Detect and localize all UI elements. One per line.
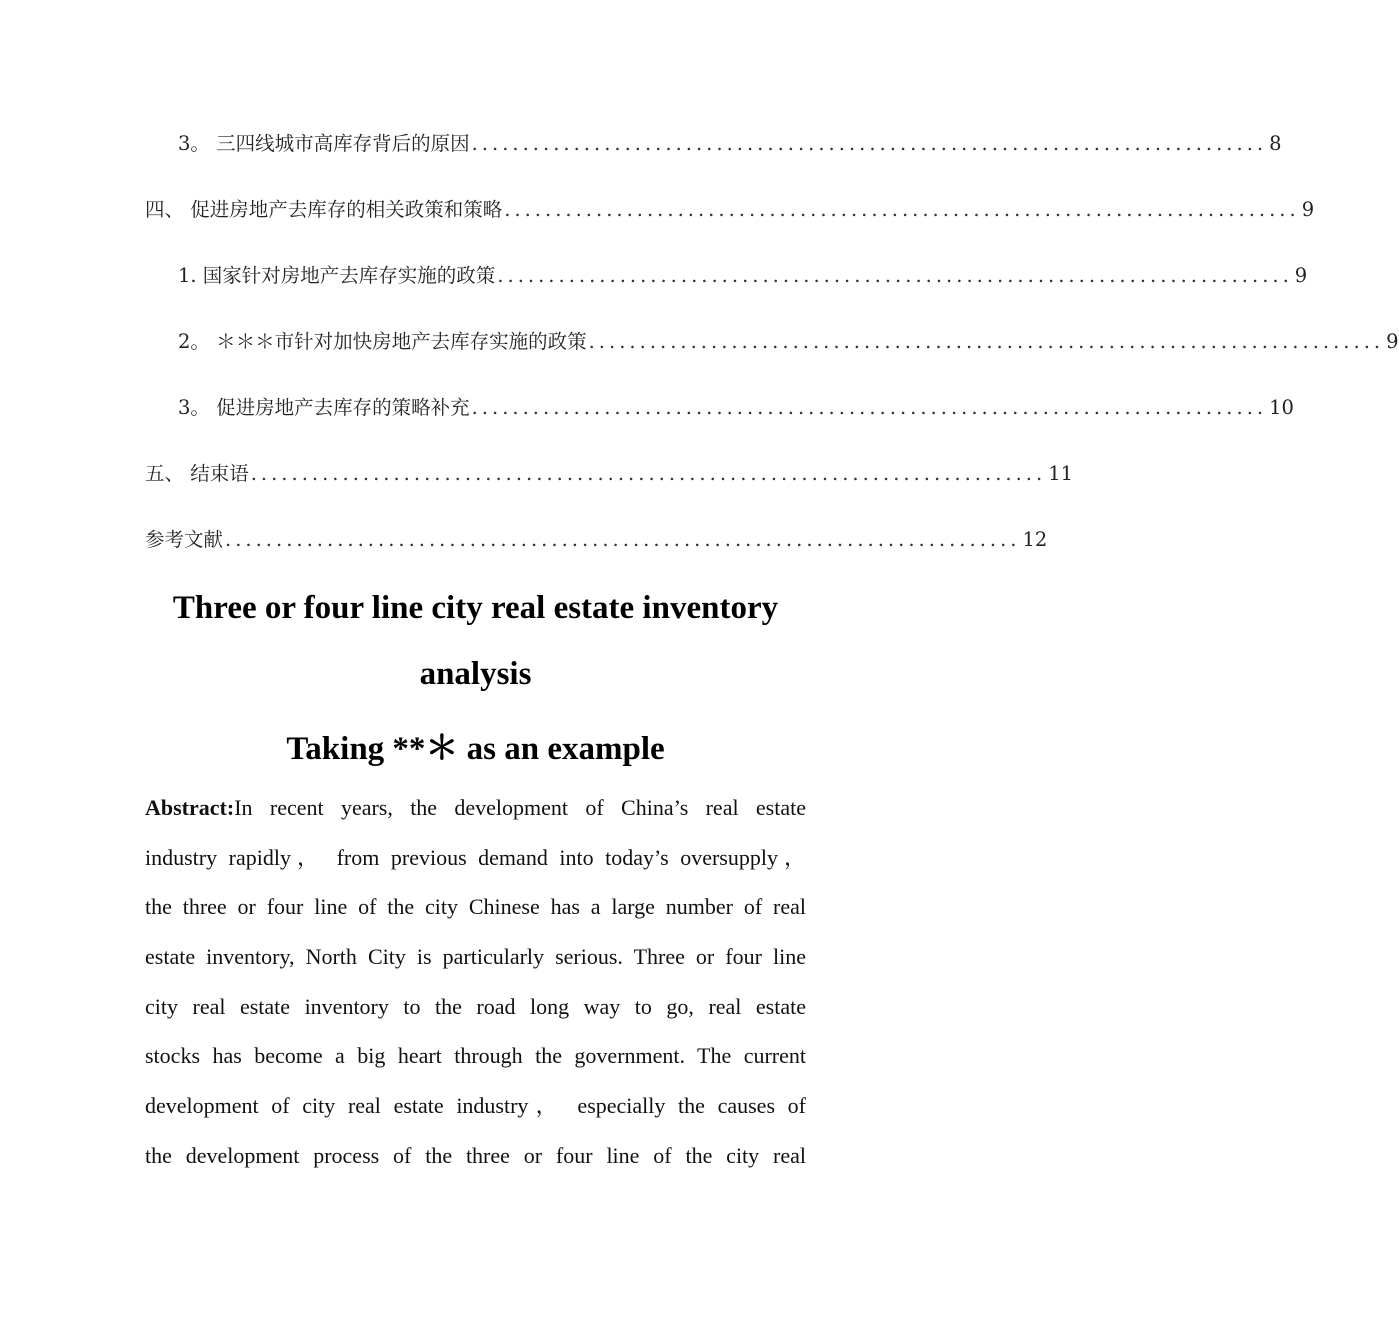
toc-entry-page: 9	[1301, 198, 1315, 221]
toc-leader-dots: ..............................................................................	[250, 462, 1047, 485]
abstract-line	[145, 783, 806, 833]
abstract	[145, 783, 806, 1181]
toc-entry-page: 10	[1269, 396, 1294, 419]
abstract-text: In recent years, the development of China’s real estate	[234, 795, 806, 820]
abstract-line: industry rapidly， from previous demand into today’s oversupply，	[145, 844, 806, 870]
toc-entry[interactable]	[145, 260, 1308, 326]
paper-subtitle: Taking **＊ as an example	[286, 731, 665, 767]
toc-entry-page: 9	[1386, 330, 1399, 353]
abstract-line: stocks has become a big heart through the government. The current	[145, 1043, 806, 1069]
paper-title: Three or four line city real estate inventory	[172, 590, 779, 626]
table-of-contents	[145, 128, 1399, 590]
abstract-label: Abstract:	[145, 795, 235, 820]
toc-entry[interactable]	[145, 524, 1048, 590]
toc-leader-dots: ..............................................................................	[471, 132, 1268, 155]
paper-title-continued: analysis	[419, 656, 532, 692]
toc-entry-text: 3。 三四线城市高库存背后的原因	[178, 132, 470, 155]
abstract-line: estate inventory, North City is particularly serious. Three or four line	[145, 944, 806, 970]
toc-entry[interactable]	[145, 194, 1315, 260]
toc-entry-page: 11	[1048, 462, 1074, 485]
toc-entry-page: 9	[1294, 264, 1308, 287]
toc-entry-page: 8	[1269, 132, 1282, 155]
toc-entry-text: 参考文献	[145, 528, 224, 551]
toc-leader-dots: ..............................................................................	[588, 330, 1385, 353]
toc-leader-dots: ..............................................................................	[497, 264, 1293, 287]
toc-entry-text: 3。 促进房地产去库存的策略补充	[178, 396, 470, 419]
toc-entry[interactable]	[145, 326, 1399, 392]
toc-entry-text: 四、 促进房地产去库存的相关政策和策略	[145, 198, 503, 221]
toc-leader-dots: ..............................................................................	[471, 396, 1268, 419]
abstract-line: development of city real estate industry， especially the causes of	[145, 1093, 806, 1119]
toc-entry-text: 1. 国家针对房地产去库存实施的政策	[178, 264, 496, 287]
toc-leader-dots: ..............................................................................	[225, 528, 1021, 551]
toc-entry[interactable]	[145, 458, 1074, 524]
toc-leader-dots: ..............................................................................	[504, 198, 1300, 221]
abstract-line: the development process of the three or four line of the city real	[145, 1142, 806, 1168]
toc-entry[interactable]	[145, 392, 1294, 458]
abstract-line: the three or four line of the city Chinese has a large number of real	[145, 894, 806, 920]
toc-entry-text: 2。 ＊＊＊市针对加快房地产去库存实施的政策	[178, 330, 587, 353]
toc-entry[interactable]	[145, 128, 1282, 194]
abstract-line: city real estate inventory to the road long way to go, real estate	[145, 993, 806, 1019]
toc-entry-text: 五、 结束语	[145, 462, 249, 485]
toc-entry-page: 12	[1022, 528, 1048, 551]
